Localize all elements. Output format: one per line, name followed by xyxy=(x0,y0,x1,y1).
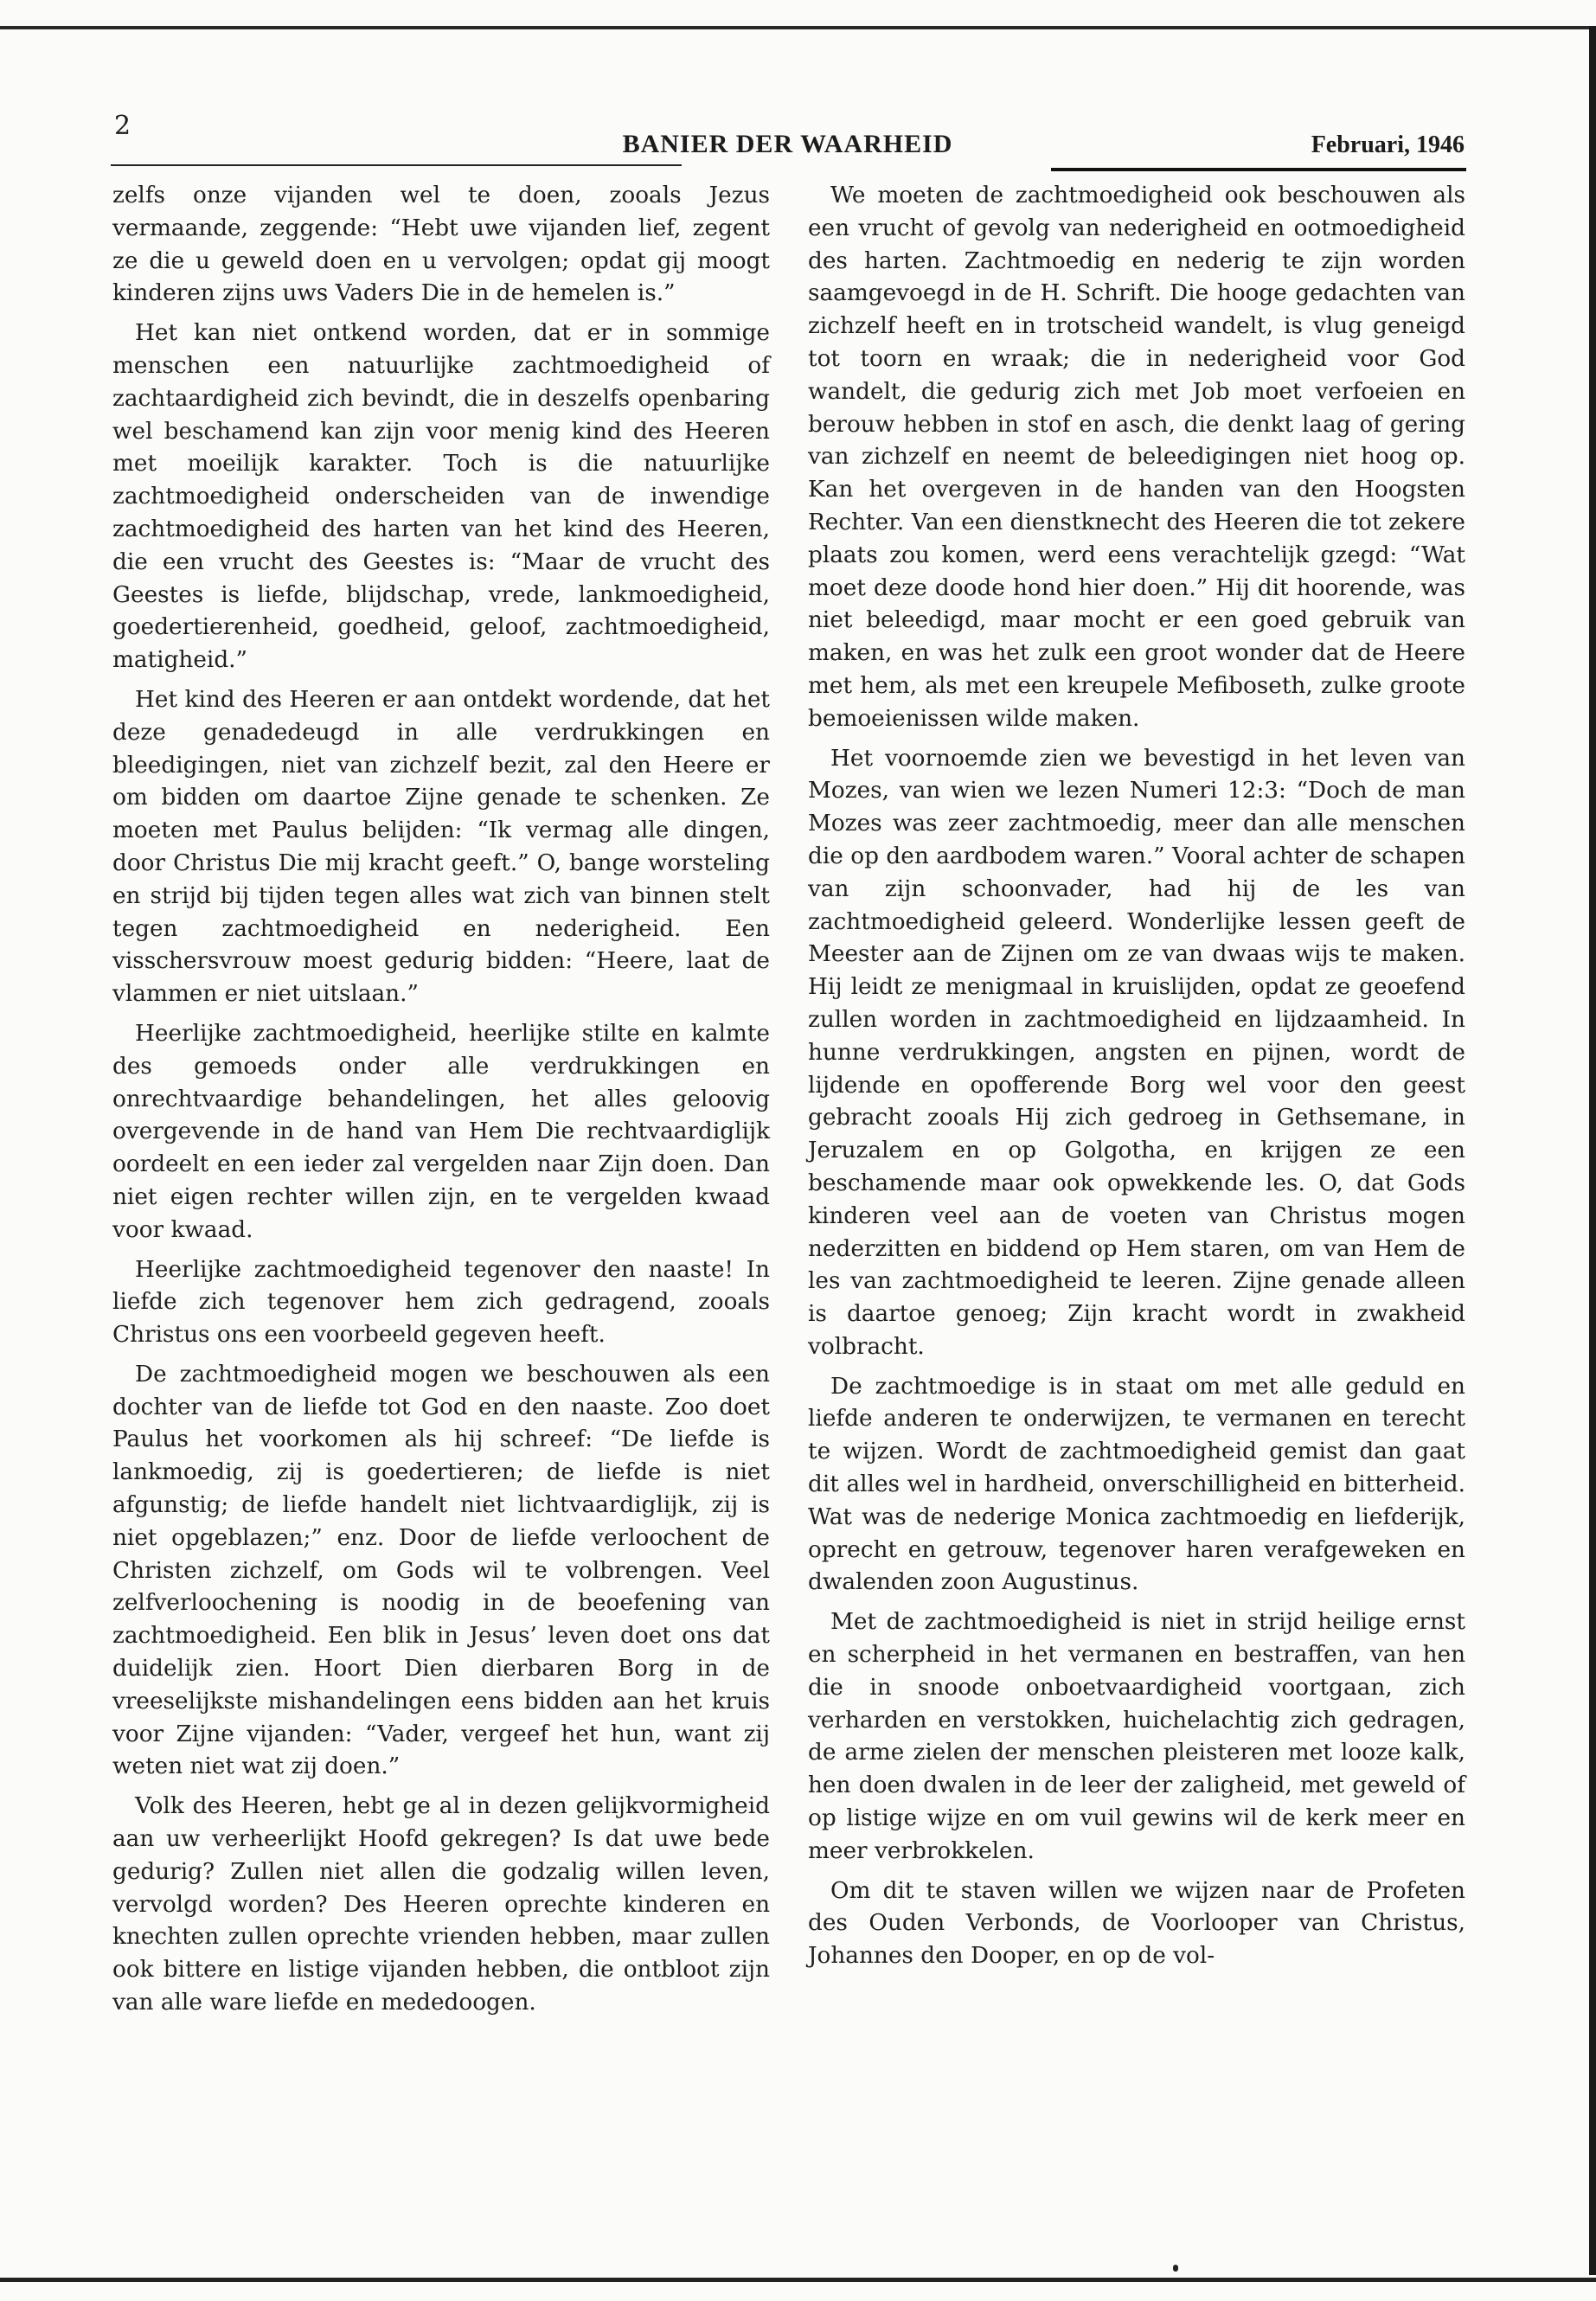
page-number: 2 xyxy=(114,111,131,141)
paragraph: Met de zachtmoedigheid is niet in strijd heilige ernst en scherpheid in het vermanen en bestraffen, van hen die in snoode onboetvaardigheid voortgaan, zich verharden en verstokken, huichelachtig zich gedragen, de arme zielen der menschen pleisteren met looze kalk, hen doen dwalen in de leer der zaligheid, met geweld of op listige wijze en om vuil gewins wil de kerk meer en meer verbrokkelen. xyxy=(808,1609,1465,1864)
scan-edge-top xyxy=(0,26,1596,29)
header-rule-left xyxy=(111,164,682,166)
header-rule-right xyxy=(1051,168,1466,171)
page-header xyxy=(111,111,1465,171)
paragraph: Om dit te staven willen we wijzen naar de Profeten des Ouden Verbonds, de Voorlooper van Christus, Johannes den Dooper, en op de vol- xyxy=(808,1877,1465,1970)
paragraph: Heerlijke zachtmoedigheid tegenover den naaste! In liefde zich tegenover hem zich gedragend, zooals Christus ons een voorbeeld gegeven heeft. xyxy=(112,1256,770,1349)
issue-date: Februari, 1946 xyxy=(1311,131,1465,158)
paragraph: De zachtmoedigheid mogen we beschouwen als een dochter van de liefde tot God en den naaste. Zoo doet Paulus het voorkomen als hij schreef: “De liefde is lankmoedig, zij is goedertieren; de liefde is niet afgunstig; de liefde handelt niet lichtvaardiglijk, zij is niet opgeblazen;” enz. Door de liefde verloochent de Christen zichzelf, om Gods wil te volbrengen. Veel zelfverloochening is noodig in de beoefening van zachtmoedigheid. Een blik in Jesus’ leven doet ons dat duidelijk zien. Hoort Dien dierbaren Borg in de vreeselijkste mishandelingen eens bidden aan het kruis voor Zijne vijanden: “Vader, vergeef het hun, want zij weten niet wat zij doen.” xyxy=(112,1361,770,1780)
scan-edge-bottom xyxy=(0,2278,1596,2282)
paragraph: We moeten de zachtmoedigheid ook beschouwen als een vrucht of gevolg van nederigheid en ootmoedigheid des harten. Zachtmoedig en nederig te zijn worden saamgevoegd in de H. Schrift. Die hooge gedachten van zichzelf heeft en in trotscheid wandelt, is vlug geneigd tot toorn en wraak; die in nederigheid voor God wandelt, die gedurig zich met Job moet verfoeien en berouw hebben in stof en asch, die denkt laag of gering van zichzelf en neemt de beleedigingen niet hoog op. Kan het overgeven in de handen van den Hoogsten Rechter. Van een dienstknecht des Heeren die tot zekere plaats zou komen, werd eens verachtelijk gzegd: “Wat moet deze doode hond hier doen.” Hij dit hoorende, was niet beleedigd, maar mocht er een goed gebruik van maken, en was het zulk een groot wonder dat de Heere met hem, als met een kreupele Mefiboseth, zulke groote bemoeienissen wilde maken. xyxy=(808,183,1465,732)
paragraph: Het kan niet ontkend worden, dat er in sommige menschen een natuurlijke zachtmoedigheid of zachtaardigheid zich bevindt, die in deszelfs openbaring wel beschamend kan zijn voor menig kind des Heeren met moeilijk karakter. Toch is die natuurlijke zachtmoedigheid onderscheiden van de inwendige zachtmoedigheid des harten van het kind des Heeren, die een vrucht des Geestes is: “Maar de vrucht des Geestes is liefde, blijdschap, vrede, lankmoedigheid, goedertierenheid, goedheid, geloof, zachtmoedigheid, matigheid.” xyxy=(112,320,770,674)
paragraph: Heerlijke zachtmoedigheid, heerlijke stilte en kalmte des gemoeds onder alle verdrukkingen en onrechtvaardige behandelingen, het alles geloovig overgevende in de hand van Hem Die rechtvaardiglijk oordeelt en een ieder zal vergelden naar Zijn doen. Dan niet eigen rechter willen zijn, en te vergelden kwaad voor kwaad. xyxy=(112,1020,770,1243)
journal-title: BANIER DER WAARHEID xyxy=(622,130,953,158)
paragraph: Het voornoemde zien we bevestigd in het leven van Mozes, van wien we lezen Numeri 12:3: “Doch de man Mozes was zeer zachtmoedig, meer dan alle menschen die op den aardbodem waren.” Vooral achter de schapen van zijn schoonvader, had hij de les van zachtmoedigheid geleerd. Wonderlijke lessen geeft de Meester aan de Zijnen om ze van dwaas wijs te maken. Hij leidt ze menigmaal in kruislijden, opdat ze geoefend zullen worden in zachtmoedigheid en lijdzaamheid. In hunne verdrukkingen, angsten en pijnen, wordt de lijdende en opofferende Borg wel voor den geest gebracht zooals Hij zich gedroeg in Gethsemane, in Jeruzalem en op Golgotha, en krijgen ze een beschamende maar ook opwekkende les. O, dat Gods kinderen veel aan de voeten van Christus mogen nederzitten en biddend op Hem staren, om van Hem de les van zachtmoedigheid te leeren. Zijne genade alleen is daartoe genoeg; Zijn kracht wordt in zwakheid volbracht. xyxy=(808,745,1465,1360)
paragraph: Het kind des Heeren er aan ontdekt wordende, dat het deze genadedeugd in alle verdrukkingen en bleedigingen, niet van zichzelf bezit, zal den Heere er om bidden om daartoe Zijne genade te schenken. Ze moeten met Paulus belijden: “Ik vermag alle dingen, door Christus Die mij kracht geeft.” O, bange worsteling en strijd bij tijden tegen alles wat zich van binnen stelt tegen zachtmoedigheid en nederigheid. Een visschersvrouw moest gedurig bidden: “Heere, laat de vlammen er niet uitslaan.” xyxy=(112,686,770,1008)
paragraph: Volk des Heeren, hebt ge al in dezen gelijkvormigheid aan uw verheerlijkt Hoofd gekregen? Is dat uwe bede gedurig? Zullen niet allen die godzalig willen leven, vervolgd worden? Des Heeren oprechte kinderen en knechten zullen oprechte vrienden hebben, maar zullen ook bittere en listige vijanden hebben, die ontbloot zijn van alle ware liefde en mededoogen. xyxy=(112,1793,770,2016)
scan-edge-right xyxy=(1589,26,1596,2275)
paragraph: De zachtmoedige is in staat om met alle geduld en liefde anderen te onderwijzen, te vermanen en terecht te wijzen. Wordt de zachtmoedigheid gemist dan gaat dit alles wel in hardheid, onverschilligheid en bitterheid. Wat was de nederige Monica zachtmoedig en liefderijk, oprecht en getrouw, tegenover haren verafgeweken en dwalenden zoon Augustinus. xyxy=(808,1373,1465,1596)
paragraph: zelfs onze vijanden wel te doen, zooals Jezus vermaande, zeggende: “Hebt uwe vijanden lief, zegent ze die u geweld doen en u vervolgen; opdat gij moogt kinderen zijns uws Vaders Die in de hemelen is.” xyxy=(112,183,770,307)
ink-speck xyxy=(1173,2265,1178,2272)
left-column xyxy=(112,180,770,2027)
right-column xyxy=(808,180,1465,1980)
